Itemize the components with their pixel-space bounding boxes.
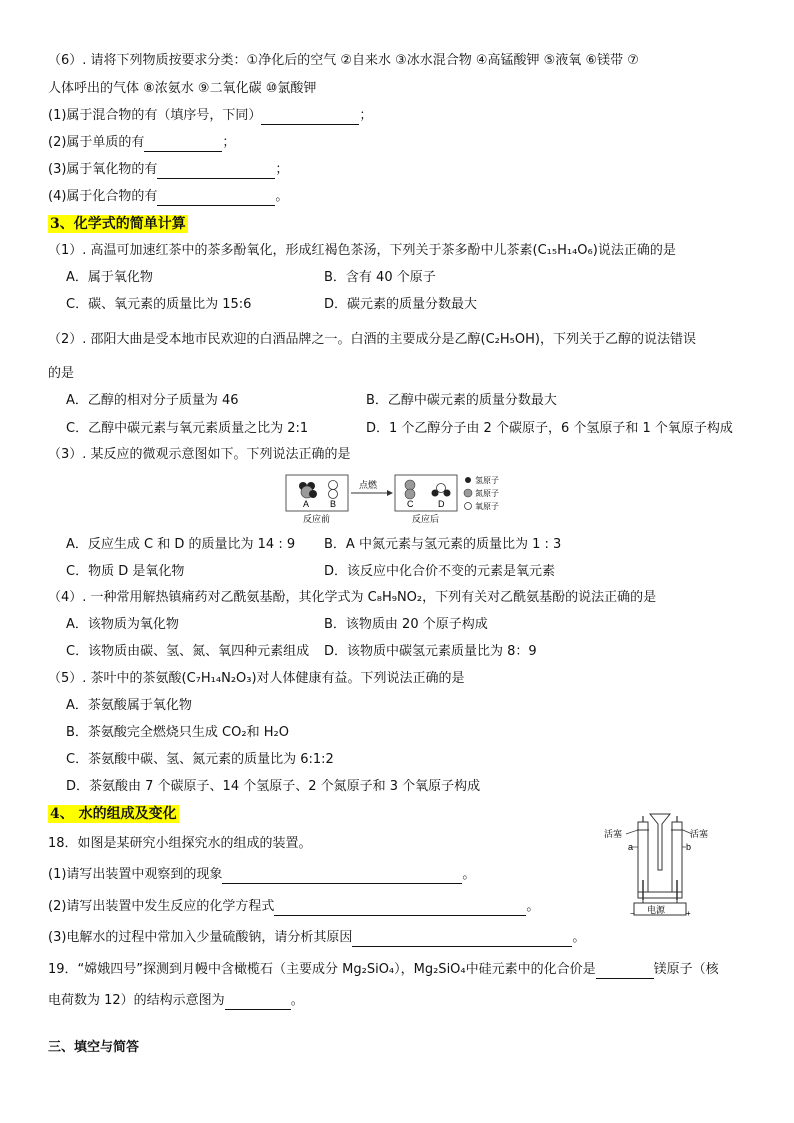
- reaction-diagram: [285, 472, 515, 528]
- q35-stem: （5）. 茶叶中的茶氨酸(C₇H₁₄N₂O₃)对人体健康有益。下列说法正确的是: [48, 671, 465, 686]
- q35-option-a[interactable]: A．茶氨酸属于氧化物: [66, 698, 192, 713]
- section-3-title: 三、填空与简答: [48, 1040, 140, 1055]
- q32-stem2: 的是: [48, 366, 75, 381]
- q33-option-c[interactable]: C．物质 D 是氧化物: [66, 564, 185, 579]
- q32-option-c[interactable]: C．乙醇中碳元素与氧元素质量之比为 2:1: [66, 421, 309, 436]
- q34-option-b[interactable]: B．该物质由 20 个原子构成: [324, 617, 488, 632]
- legend-h: 氢原子: [475, 476, 499, 485]
- plus-sign: +: [686, 909, 691, 916]
- heading-section-3: 3、化学式的简单计算: [50, 216, 186, 232]
- q19-line2-text: 电荷数为 12）的结构示意图为: [48, 993, 225, 1008]
- label-a: a: [628, 842, 634, 852]
- valve-label-left: 活塞: [604, 829, 623, 839]
- q19-line2: [48, 992, 304, 1010]
- q6-sub2-text: (2)属于单质的有: [48, 135, 145, 150]
- arrow-label: 点燃: [359, 480, 378, 490]
- q35-option-b[interactable]: B．茶氨酸完全燃烧只生成 CO₂和 H₂O: [66, 725, 289, 740]
- q31-option-b[interactable]: B．含有 40 个原子: [324, 270, 436, 285]
- q32-option-a[interactable]: A．乙醇的相对分子质量为 46: [66, 393, 239, 408]
- q6-line1: （6）. 请将下列物质按要求分类：①净化后的空气 ②自来水 ③冰水混合物 ④高锰酸钾 ⑤液氧 ⑥镁带 ⑦: [48, 53, 639, 68]
- legend-n: 氮原子: [475, 489, 499, 498]
- q18-sub3-text: (3)电解水的过程中常加入少量硫酸钠，请分析其原因: [48, 930, 353, 945]
- punct: ；: [275, 162, 289, 177]
- power-label: 电源: [647, 905, 666, 915]
- q18-sub2-text: (2)请写出装置中发生反应的化学方程式: [48, 899, 275, 914]
- molecule-d: [432, 484, 451, 497]
- q32-stem1: （2）. 邵阳大曲是受本地市民欢迎的白酒品牌之一。白酒的主要成分是乙醇(C₂H₅OH)，下列关于乙醇的说法错误: [48, 332, 696, 347]
- answer-blank[interactable]: [352, 932, 572, 947]
- legend-h-icon: [465, 477, 471, 483]
- q31-option-c[interactable]: C．碳、氧元素的质量比为 15:6: [66, 297, 252, 312]
- before-box: [286, 475, 348, 511]
- q19-line1-text: 19．“嫦娥四号”探测到月幔中含橄榄石（主要成分 Mg₂SiO₄），Mg₂SiO₄中硅元素中的化合价是: [48, 962, 596, 977]
- arrow-head: [387, 490, 393, 496]
- q6-sub1-text: (1)属于混合物的有（填序号，下同）: [48, 108, 262, 123]
- q33-option-d[interactable]: D．该反应中化合价不变的元素是氧元素: [324, 564, 556, 579]
- molecule-b: [329, 481, 338, 499]
- molecule-c: [405, 480, 415, 499]
- answer-blank[interactable]: [261, 110, 359, 125]
- answer-blank[interactable]: [157, 164, 275, 179]
- q31-option-a[interactable]: A．属于氧化物: [66, 270, 153, 285]
- q19-line1: [48, 961, 719, 979]
- electrolysis-apparatus: [604, 810, 716, 916]
- q19-line1-tail: 镁原子（核: [653, 962, 719, 977]
- q6-sub2: [48, 134, 235, 152]
- punct: ；: [359, 108, 373, 123]
- q31-stem: （1）. 高温可加速红茶中的茶多酚氧化，形成红褐色茶汤，下列关于茶多酚中儿茶素(C₁₅H₁₄O₆)说法正确的是: [48, 243, 676, 258]
- answer-blank[interactable]: [596, 964, 654, 979]
- punct: 。: [275, 189, 289, 204]
- q18-sub2: [48, 898, 539, 916]
- valve-label-right: 活塞: [690, 829, 709, 839]
- label-b: B: [330, 499, 337, 509]
- answer-blank[interactable]: [225, 995, 291, 1010]
- answer-blank[interactable]: [222, 869, 462, 884]
- punct: 。: [462, 867, 476, 882]
- q18-sub1-text: (1)请写出装置中观察到的现象: [48, 867, 223, 882]
- q33-stem: （3）. 某反应的微观示意图如下。下列说法正确的是: [48, 447, 351, 462]
- q6-sub4-text: (4)属于化合物的有: [48, 189, 158, 204]
- punct: 。: [526, 899, 540, 914]
- q6-sub4: [48, 188, 288, 206]
- q6-line2: 人体呼出的气体 ⑧浓氨水 ⑨二氧化碳 ⑩氯酸钾: [48, 81, 317, 96]
- q35-option-d[interactable]: D．茶氨酸由 7 个碳原子、14 个氢原子、2 个氮原子和 3 个氧原子构成: [66, 779, 481, 794]
- label-c: C: [407, 499, 414, 509]
- punct: 。: [290, 993, 304, 1008]
- answer-blank[interactable]: [157, 191, 275, 206]
- answer-blank[interactable]: [274, 901, 526, 916]
- q6-sub3: [48, 161, 288, 179]
- bottom-connector: [638, 892, 682, 898]
- heading-section-4: 4、 水的组成及变化: [50, 806, 177, 822]
- q34-option-a[interactable]: A．该物质为氧化物: [66, 617, 179, 632]
- label-after: 反应后: [412, 514, 440, 524]
- legend-o-icon: [465, 503, 472, 510]
- punct: 。: [572, 930, 586, 945]
- q34-option-d[interactable]: D．该物质中碳氢元素质量比为 8：9: [324, 644, 537, 659]
- q6-sub3-text: (3)属于氧化物的有: [48, 162, 158, 177]
- q33-option-a[interactable]: A．反应生成 C 和 D 的质量比为 14 : 9: [66, 537, 296, 552]
- legend-n-icon: [464, 489, 472, 497]
- q34-option-c[interactable]: C．该物质由碳、氢、氮、氧四种元素组成: [66, 644, 310, 659]
- label-d: D: [438, 499, 445, 509]
- legend-o: 氧原子: [475, 502, 499, 511]
- funnel: [650, 814, 670, 870]
- label-before: 反应前: [303, 514, 331, 524]
- q6-sub1: [48, 107, 372, 125]
- punct: ；: [222, 135, 236, 150]
- q32-option-b[interactable]: B．乙醇中碳元素的质量分数最大: [366, 393, 557, 408]
- minus-sign: −: [630, 909, 635, 916]
- q31-option-d[interactable]: D．碳元素的质量分数最大: [324, 297, 478, 312]
- q18-sub1: [48, 866, 475, 884]
- q35-option-c[interactable]: C．茶氨酸中碳、氢、氮元素的质量比为 6:1:2: [66, 752, 334, 767]
- q33-option-b[interactable]: B．A 中氮元素与氢元素的质量比为 1 : 3: [324, 537, 562, 552]
- q18-stem: 18．如图是某研究小组探究水的组成的装置。: [48, 836, 312, 851]
- q34-stem: （4）. 一种常用解热镇痛药对乙酰氨基酚，其化学式为 C₈H₉NO₂，下列有关对乙酰氨基酚的说法正确的是: [48, 590, 657, 605]
- label-a: A: [303, 499, 310, 509]
- label-b: b: [686, 842, 692, 852]
- q32-option-d[interactable]: D．1 个乙醇分子由 2 个碳原子，6 个氢原子和 1 个氧原子构成: [366, 421, 733, 436]
- molecule-a: [299, 482, 317, 498]
- q18-sub3: [48, 929, 585, 947]
- answer-blank[interactable]: [144, 137, 222, 152]
